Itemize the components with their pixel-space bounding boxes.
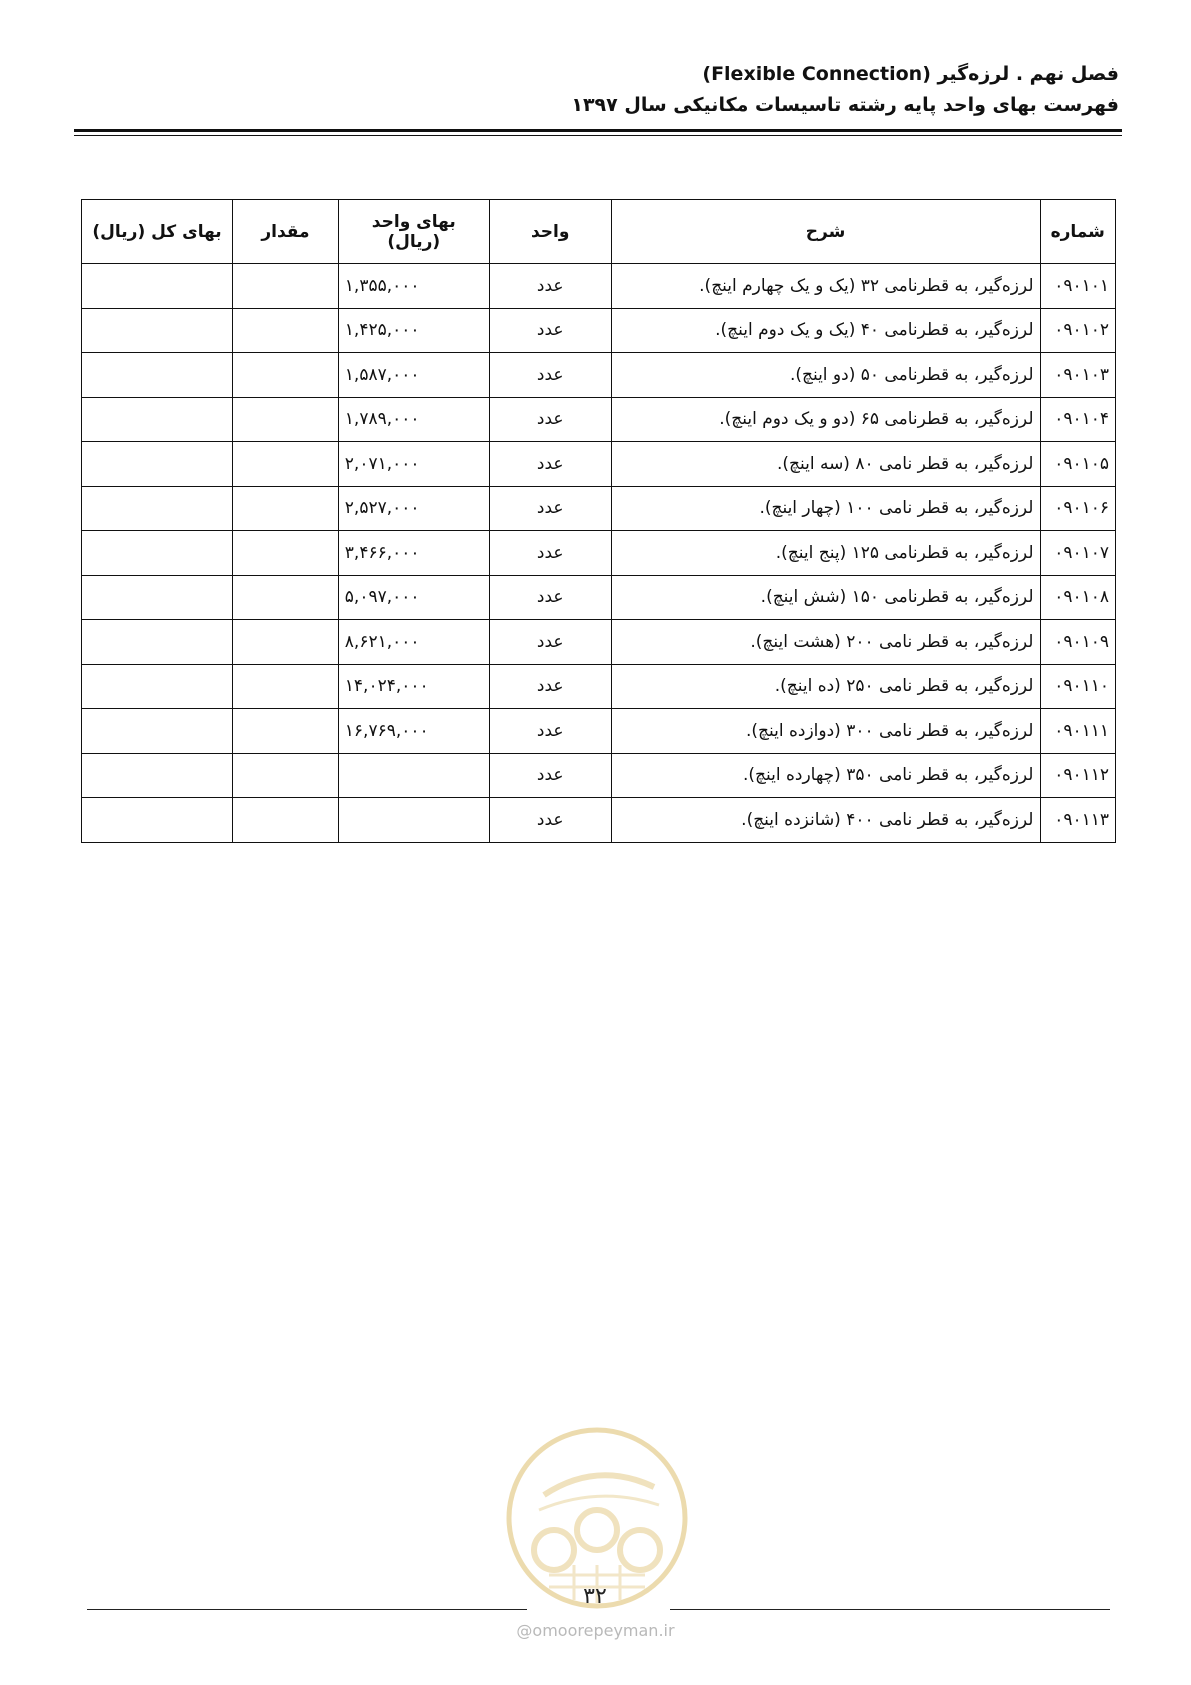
row-unit-price <box>338 753 489 798</box>
footer-rule-left <box>87 1609 527 1610</box>
row-unit-price: ۲,۵۲۷,۰۰۰ <box>338 486 489 531</box>
row-quantity <box>233 397 339 442</box>
row-quantity <box>233 620 339 665</box>
row-number: ۰۹۰۱۰۳ <box>1040 353 1116 398</box>
row-total-price <box>82 709 233 754</box>
row-unit: عدد <box>489 486 611 531</box>
row-total-price <box>82 575 233 620</box>
row-unit: عدد <box>489 353 611 398</box>
row-quantity <box>233 442 339 487</box>
page-number: ۳۲ <box>583 1584 607 1609</box>
row-unit: عدد <box>489 575 611 620</box>
row-unit: عدد <box>489 308 611 353</box>
row-unit: عدد <box>489 798 611 843</box>
row-number: ۰۹۰۱۰۲ <box>1040 308 1116 353</box>
row-unit-price <box>338 798 489 843</box>
row-number: ۰۹۰۱۰۱ <box>1040 264 1116 309</box>
row-unit: عدد <box>489 620 611 665</box>
row-unit: عدد <box>489 664 611 709</box>
row-unit-price: ۸,۶۲۱,۰۰۰ <box>338 620 489 665</box>
row-total-price <box>82 442 233 487</box>
header-unit: واحد <box>489 200 611 264</box>
row-quantity <box>233 308 339 353</box>
row-quantity <box>233 709 339 754</box>
row-number: ۰۹۰۱۱۲ <box>1040 753 1116 798</box>
row-unit: عدد <box>489 753 611 798</box>
table-header-row <box>82 200 1116 264</box>
page-header <box>571 58 1119 120</box>
table-row <box>82 575 1116 620</box>
row-unit: عدد <box>489 397 611 442</box>
row-total-price <box>82 798 233 843</box>
row-description: لرزه‌گیر، به قطر نامی ۸۰ (سه اینچ). <box>611 442 1040 487</box>
row-description: لرزه‌گیر، به قطرنامی ۵۰ (دو اینچ). <box>611 353 1040 398</box>
row-number: ۰۹۰۱۰۹ <box>1040 620 1116 665</box>
row-quantity <box>233 353 339 398</box>
row-unit-price: ۱,۳۵۵,۰۰۰ <box>338 264 489 309</box>
row-number: ۰۹۰۱۱۱ <box>1040 709 1116 754</box>
row-description: لرزه‌گیر، به قطر نامی ۳۰۰ (دوازده اینچ). <box>611 709 1040 754</box>
row-quantity <box>233 531 339 576</box>
row-total-price <box>82 397 233 442</box>
price-table <box>81 199 1116 843</box>
header-number: شماره <box>1040 200 1116 264</box>
row-description: لرزه‌گیر، به قطرنامی ۳۲ (یک و یک چهارم اینچ). <box>611 264 1040 309</box>
header-total-price: بهای کل (ریال) <box>82 200 233 264</box>
row-unit-price: ۱,۵۸۷,۰۰۰ <box>338 353 489 398</box>
row-unit-price: ۱,۴۲۵,۰۰۰ <box>338 308 489 353</box>
row-quantity <box>233 575 339 620</box>
row-description: لرزه‌گیر، به قطرنامی ۱۵۰ (شش اینچ). <box>611 575 1040 620</box>
row-unit-price: ۵,۰۹۷,۰۰۰ <box>338 575 489 620</box>
row-total-price <box>82 353 233 398</box>
table-row <box>82 264 1116 309</box>
row-total-price <box>82 486 233 531</box>
row-total-price <box>82 264 233 309</box>
table-row <box>82 353 1116 398</box>
table-row <box>82 620 1116 665</box>
row-unit: عدد <box>489 709 611 754</box>
row-description: لرزه‌گیر، به قطر نامی ۲۰۰ (هشت اینچ). <box>611 620 1040 665</box>
row-description: لرزه‌گیر، به قطرنامی ۱۲۵ (پنج اینچ). <box>611 531 1040 576</box>
row-quantity <box>233 798 339 843</box>
row-description: لرزه‌گیر، به قطر نامی ۲۵۰ (ده اینچ). <box>611 664 1040 709</box>
chapter-title: فصل نهم . لرزه‌گیر (Flexible Connection) <box>702 63 1119 85</box>
row-description: لرزه‌گیر، به قطرنامی ۴۰ (یک و یک دوم اینچ). <box>611 308 1040 353</box>
row-description: لرزه‌گیر، به قطر نامی ۴۰۰ (شانزده اینچ). <box>611 798 1040 843</box>
row-unit-price: ۱۴,۰۲۴,۰۰۰ <box>338 664 489 709</box>
row-number: ۰۹۰۱۱۰ <box>1040 664 1116 709</box>
row-number: ۰۹۰۱۰۸ <box>1040 575 1116 620</box>
row-unit: عدد <box>489 442 611 487</box>
row-quantity <box>233 753 339 798</box>
table-row <box>82 531 1116 576</box>
header-rule-thick <box>74 129 1122 132</box>
row-total-price <box>82 308 233 353</box>
row-description: لرزه‌گیر، به قطر نامی ۳۵۰ (چهارده اینچ). <box>611 753 1040 798</box>
table-row <box>82 709 1116 754</box>
header-unit-price: بهای واحد (ریال) <box>338 200 489 264</box>
row-unit-price: ۱۶,۷۶۹,۰۰۰ <box>338 709 489 754</box>
header-rule-thin <box>74 135 1122 136</box>
row-number: ۰۹۰۱۱۳ <box>1040 798 1116 843</box>
row-quantity <box>233 486 339 531</box>
document-subtitle: فهرست بهای واحد پایه رشته تاسیسات مکانیکی سال ۱۳۹۷ <box>571 94 1119 116</box>
table-row <box>82 664 1116 709</box>
table-row <box>82 397 1116 442</box>
row-number: ۰۹۰۱۰۷ <box>1040 531 1116 576</box>
table-row <box>82 798 1116 843</box>
row-unit: عدد <box>489 531 611 576</box>
row-number: ۰۹۰۱۰۶ <box>1040 486 1116 531</box>
row-total-price <box>82 531 233 576</box>
row-total-price <box>82 664 233 709</box>
table-row <box>82 442 1116 487</box>
row-unit-price: ۱,۷۸۹,۰۰۰ <box>338 397 489 442</box>
header-quantity: مقدار <box>233 200 339 264</box>
row-number: ۰۹۰۱۰۴ <box>1040 397 1116 442</box>
header-description: شرح <box>611 200 1040 264</box>
watermark-link[interactable]: @omoorepeyman.ir <box>516 1621 675 1640</box>
row-total-price <box>82 620 233 665</box>
row-number: ۰۹۰۱۰۵ <box>1040 442 1116 487</box>
table-row <box>82 486 1116 531</box>
row-quantity <box>233 264 339 309</box>
row-unit-price: ۳,۴۶۶,۰۰۰ <box>338 531 489 576</box>
table-row <box>82 308 1116 353</box>
row-unit: عدد <box>489 264 611 309</box>
row-quantity <box>233 664 339 709</box>
table-row <box>82 753 1116 798</box>
row-total-price <box>82 753 233 798</box>
row-description: لرزه‌گیر، به قطرنامی ۶۵ (دو و یک دوم اینچ). <box>611 397 1040 442</box>
row-unit-price: ۲,۰۷۱,۰۰۰ <box>338 442 489 487</box>
row-description: لرزه‌گیر، به قطر نامی ۱۰۰ (چهار اینچ). <box>611 486 1040 531</box>
footer-rule-right <box>670 1609 1110 1610</box>
